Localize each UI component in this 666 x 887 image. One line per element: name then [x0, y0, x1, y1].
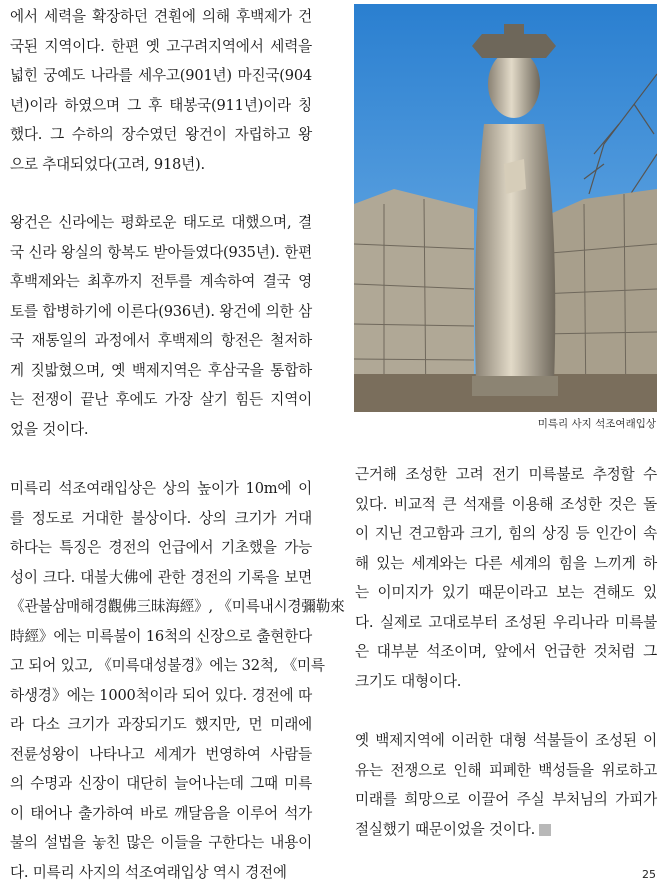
text-line: 불의 설법을 놓친 많은 이들을 구한다는 내용이	[10, 828, 312, 858]
text-line: 성이 크다. 대불大佛에 관한 경전의 기록을 보면	[10, 563, 312, 593]
text-line: 의 수명과 신장이 대단히 늘어나는데 그때 미륵	[10, 769, 312, 799]
text-line: 있다. 비교적 큰 석재를 이용해 조성한 것은 돌	[355, 490, 657, 520]
text-line: 이 지닌 견고함과 크기, 힘의 상징 등 인간이 속	[355, 519, 657, 549]
right-paragraph-2	[355, 726, 657, 844]
page-number: 25	[642, 868, 656, 881]
text-line: 고 되어 있고, 《미륵대성불경》에는 32척, 《미륵	[10, 651, 312, 681]
text-line: 이 태어나 출가하여 바로 깨달음을 이루어 석가	[10, 799, 312, 829]
text-line: 으로 추대되었다(고려, 918년).	[10, 150, 312, 180]
text-line: 전륜성왕이 나타나고 세계가 번영하여 사람들	[10, 740, 312, 770]
text-line: 미륵리 석조여래입상은 상의 높이가 10m에 이	[10, 474, 312, 504]
left-paragraph-1	[10, 2, 312, 179]
text-line: 옛 백제지역에 이러한 대형 석불들이 조성된 이	[355, 726, 657, 756]
text-line: 년)이라 하였으며 그 후 태봉국(911년)이라 칭	[10, 91, 312, 121]
text-line: 넓힌 궁예도 나라를 세우고(901년) 마진국(904	[10, 61, 312, 91]
text-line: 하생경》에는 1000척이라 되어 있다. 경전에 따	[10, 681, 312, 711]
text-line: 다. 실제로 고대로부터 조성된 우리나라 미륵불	[355, 608, 657, 638]
text-line: 해 있는 세계와는 다른 세계의 힘을 느끼게 하	[355, 549, 657, 579]
text-line: 국된 지역이다. 한편 옛 고구려지역에서 세력을	[10, 32, 312, 62]
left-paragraph-3	[10, 474, 312, 887]
left-paragraph-2	[10, 208, 312, 444]
text-line: 게 짓밟혔으며, 옛 백제지역은 후삼국을 통합하	[10, 356, 312, 386]
text-line: 왕건은 신라에는 평화로운 태도로 대했으며, 결	[10, 208, 312, 238]
text-line: 는 이미지가 있기 때문이라고 보는 견해도 있	[355, 578, 657, 608]
text-line: 하다는 특징은 경전의 언급에서 기초했을 가능	[10, 533, 312, 563]
text-line: 후백제와는 최후까지 전투를 계속하여 결국 영	[10, 267, 312, 297]
text-line: 라 다소 크기가 과장되기도 했지만, 먼 미래에	[10, 710, 312, 740]
text-line: 를 정도로 거대한 불상이다. 상의 크기가 거대	[10, 504, 312, 534]
right-column	[355, 460, 657, 844]
text-line: 다. 미륵리 사지의 석조여래입상 역시 경전에	[10, 858, 312, 887]
right-paragraph-1	[355, 460, 657, 696]
buddha-statue-photo	[354, 4, 657, 412]
text-line: 국 신라 왕실의 항복도 받아들였다(935년). 한편	[10, 238, 312, 268]
photo-caption: 미륵리 사지 석조여래입상	[538, 416, 656, 431]
text-line: 크기도 대형이다.	[355, 667, 657, 697]
text-line: 는 전쟁이 끝난 후에도 가장 살기 힘든 지역이	[10, 385, 312, 415]
text-line: 근거해 조성한 고려 전기 미륵불로 추정할 수	[355, 460, 657, 490]
text-line: 었을 것이다.	[10, 415, 312, 445]
text-line: 국 재통일의 과정에서 후백제의 항전은 철저하	[10, 326, 312, 356]
text-line: 절실했기 때문이었을 것이다.	[355, 815, 657, 845]
text-line: 미래를 희망으로 이끌어 주실 부처님의 가피가	[355, 785, 657, 815]
text-line: 은 대부분 석조이며, 앞에서 언급한 것처럼 그	[355, 637, 657, 667]
left-column	[10, 2, 312, 887]
text-line: 時經》에는 미륵불이 16척의 신장으로 출현한다	[10, 622, 312, 652]
end-mark-icon	[539, 824, 551, 836]
text-line: 《관불삼매해경觀佛三昧海經》, 《미륵내시경彌勒來	[10, 592, 312, 622]
text-line: 유는 전쟁으로 인해 피폐한 백성들을 위로하고	[355, 756, 657, 786]
text-line: 에서 세력을 확장하던 견훤에 의해 후백제가 건	[10, 2, 312, 32]
buddha-statue-illustration	[354, 4, 657, 412]
text-line: 토를 합병하기에 이른다(936년). 왕건에 의한 삼	[10, 297, 312, 327]
text-line: 했다. 그 수하의 장수였던 왕건이 자립하고 왕	[10, 120, 312, 150]
